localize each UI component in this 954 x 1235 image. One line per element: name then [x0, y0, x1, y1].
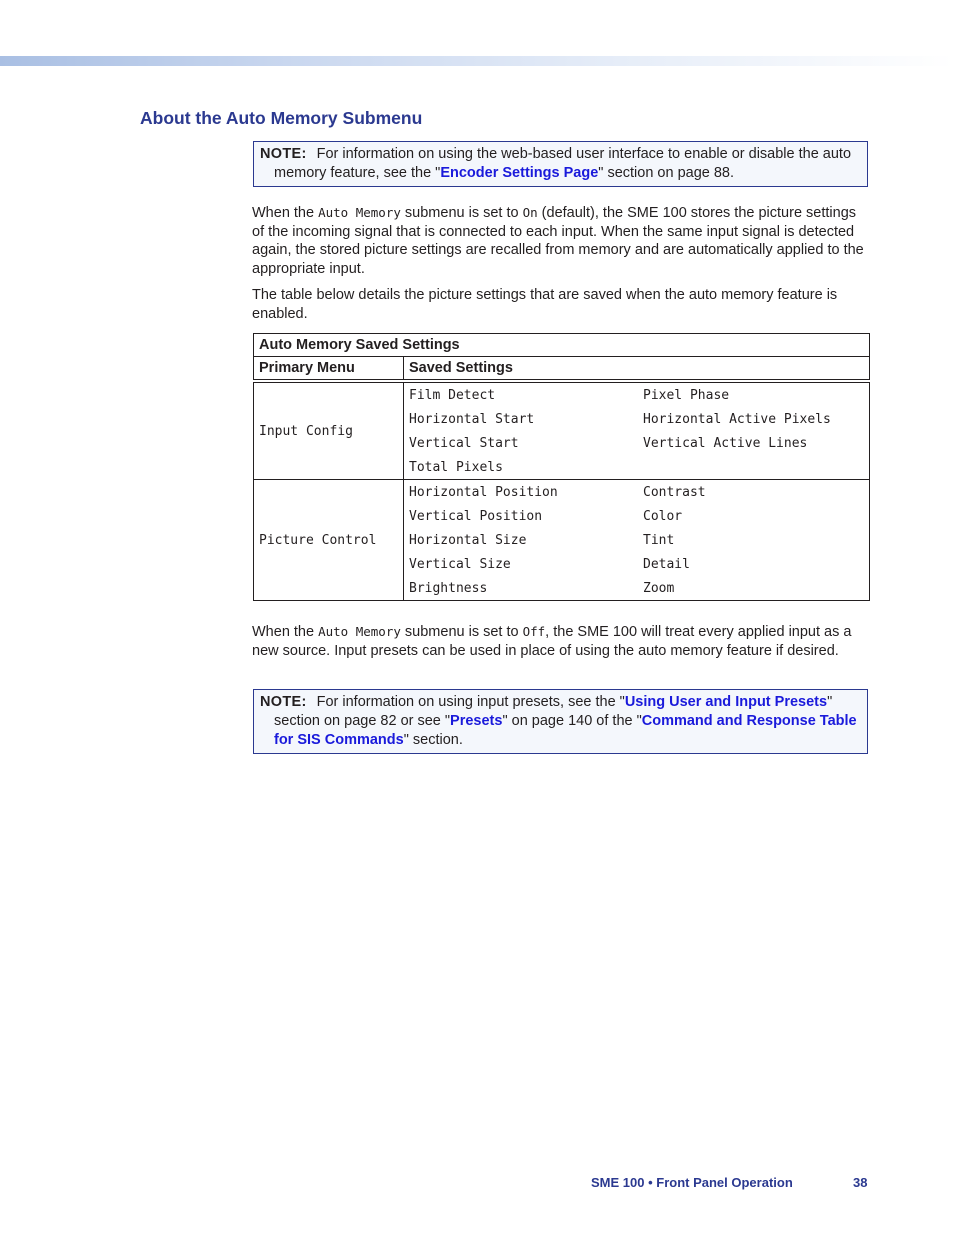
column-header-saved-settings: Saved Settings — [404, 357, 870, 380]
code-on: On — [522, 205, 538, 220]
note-text: For information on using the web-based user interface to enable or disable the auto memory feature, see the " — [274, 146, 852, 181]
link-encoder-settings-page[interactable]: Encoder Settings Page — [440, 165, 599, 181]
note-box-presets: NOTE: For information on using input presets, see the "Using User and Input Presets" section on page 82 or see "Presets" on page 140 of the "Command and Response Table for SIS Commands" section. — [253, 689, 868, 754]
link-using-user-and-input-presets[interactable]: Using User and Input Presets — [624, 694, 828, 710]
menu-cell: Input Config — [254, 383, 404, 480]
paragraph-table-intro: The table below details the picture settings that are saved when the auto memory feature is enabled. — [252, 287, 838, 322]
link-command-and-response-table[interactable]: Command and Response Table for SIS Commands — [274, 713, 857, 748]
auto-memory-settings-table — [253, 333, 870, 601]
table-title: Auto Memory Saved Settings — [254, 334, 870, 357]
footer-document-title: SME 100 • Front Panel Operation — [591, 1175, 793, 1190]
code-auto-memory: Auto Memory — [318, 624, 401, 639]
settings-cell: Film Detect Pixel Phase Horizontal Start Horizontal Active Pixels Vertical Start Vertical Active Lines Total Pixels — [404, 383, 870, 480]
column-header-primary-menu: Primary Menu — [254, 357, 404, 380]
paragraph-auto-memory-on: When the Auto Memory submenu is set to On (default), the SME 100 stores the picture settings of the incoming signal that is connected to each input. When the same input signal is detected again, the stored picture settings are recalled from memory and are automatically applied to the appropriate input. — [252, 205, 864, 277]
section-heading: About the Auto Memory Submenu — [140, 108, 423, 128]
link-presets[interactable]: Presets — [450, 713, 503, 729]
note-box-encoder — [253, 141, 868, 187]
code-off: Off — [522, 624, 546, 639]
note-text: " section on page 88. — [598, 165, 735, 181]
settings-cell: Horizontal Position Contrast Vertical Position Color Horizontal Size Tint Vertical Size Detail Brightness Zoom — [404, 480, 870, 601]
note-label: NOTE: — [260, 146, 307, 162]
table-row — [254, 480, 870, 601]
menu-cell: Picture Control — [254, 480, 404, 601]
paragraph-auto-memory-off: When the Auto Memory submenu is set to Off, the SME 100 will treat every applied input as a new source. Input presets can be used in place of using the auto memory feature if desired. — [252, 624, 852, 659]
code-auto-memory: Auto Memory — [318, 205, 401, 220]
page-number: 38 — [853, 1175, 868, 1190]
header-gradient-bar — [0, 56, 954, 66]
table-row — [254, 383, 870, 480]
note-label: NOTE: — [260, 694, 307, 710]
